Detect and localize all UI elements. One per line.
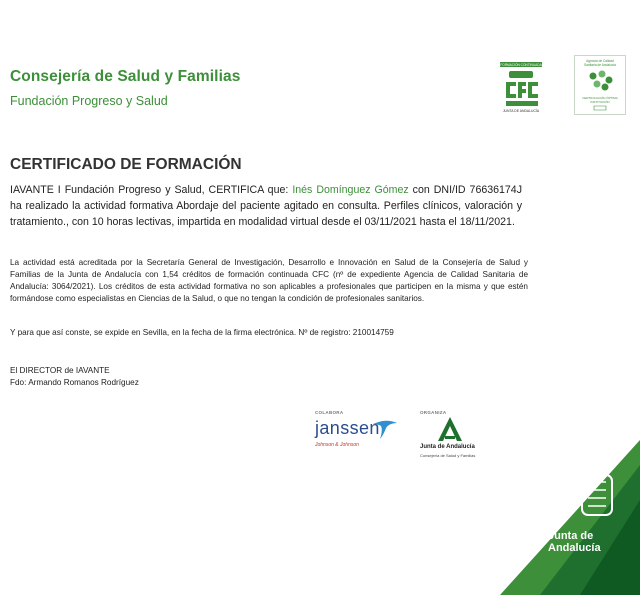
corner-label: Junta de Andalucía xyxy=(548,530,601,554)
acsa-certification-logo xyxy=(574,55,626,115)
corner-decoration xyxy=(470,440,640,595)
janssen-swoosh-icon xyxy=(372,418,398,440)
certificate-main-paragraph xyxy=(10,182,522,230)
junta-org-name: Junta de Andalucía xyxy=(420,444,475,450)
acsa-line1: Agencia de Calidad xyxy=(586,59,614,63)
p1-after: con DNI/ID 76636174J ha realizado la actividad formativa Abordaje del paciente agitado en consulta. Perfiles clínicos, valoración y tratamiento., con 10 horas lectivas, impartida en modalidad virtual desde el 03/11/2021 hasta el 18/11/2021. xyxy=(10,184,522,228)
janssen-sub: Johnson & Johnson xyxy=(315,442,359,448)
issuance-paragraph: Y para que así conste, se expide en Sevilla, en la fecha de la firma electrónica. Nº de registro: 210014759 xyxy=(10,328,394,337)
p1-before: IAVANTE I Fundación Progreso y Salud, CERTIFICA que: xyxy=(10,184,293,196)
cfc-logo-bottom: JUNTA DE ANDALUCÍA xyxy=(502,109,540,113)
organiza-label: ORGANIZA xyxy=(420,410,447,415)
signer-role: El DIRECTOR de IAVANTE xyxy=(10,366,110,375)
acsa-line2: Sanitaria de Andalucía xyxy=(584,63,616,67)
header-title: Consejería de Salud y Familias xyxy=(10,68,241,85)
cfc-logo xyxy=(500,62,542,114)
acsa-line4: INSTITUCIÓN xyxy=(590,100,610,104)
janssen-logo-text: janssen xyxy=(315,418,380,438)
accreditation-paragraph: La actividad está acreditada por la Secretaría General de Investigación, Desarrollo e Innovación en Salud de la Consejería de Salud y Familias de la Junta de Andalucía con 1,54 créditos de formación continuada CFC (nº de expediente Agencia de Calidad Sanitaria de Andalucía: 3064/2021). Los créditos de esta actividad formativa no son aplicables a profesionales que participen en la misma y que estén formándose como especialistas en Ciencias de la Salud, o que no tengan la condición de profesionales sanitarios. xyxy=(10,258,528,303)
signer-name: Fdo: Armando Romanos Rodríguez xyxy=(10,378,139,387)
header-subtitle: Fundación Progreso y Salud xyxy=(10,94,168,108)
recipient-name: Inés Domínguez Gómez xyxy=(292,184,409,196)
certificate-title: CERTIFICADO DE FORMACIÓN xyxy=(10,156,242,173)
cfc-logo-top: FORMACIÓN CONTINUADA xyxy=(500,63,542,67)
junta-a-icon xyxy=(437,416,463,442)
junta-org-sub: Consejería de Salud y Familias xyxy=(420,453,476,458)
acsa-line3: CERTIFICACIÓN ÓPTIMA xyxy=(582,96,618,100)
colabora-label: COLABORA xyxy=(315,410,344,415)
